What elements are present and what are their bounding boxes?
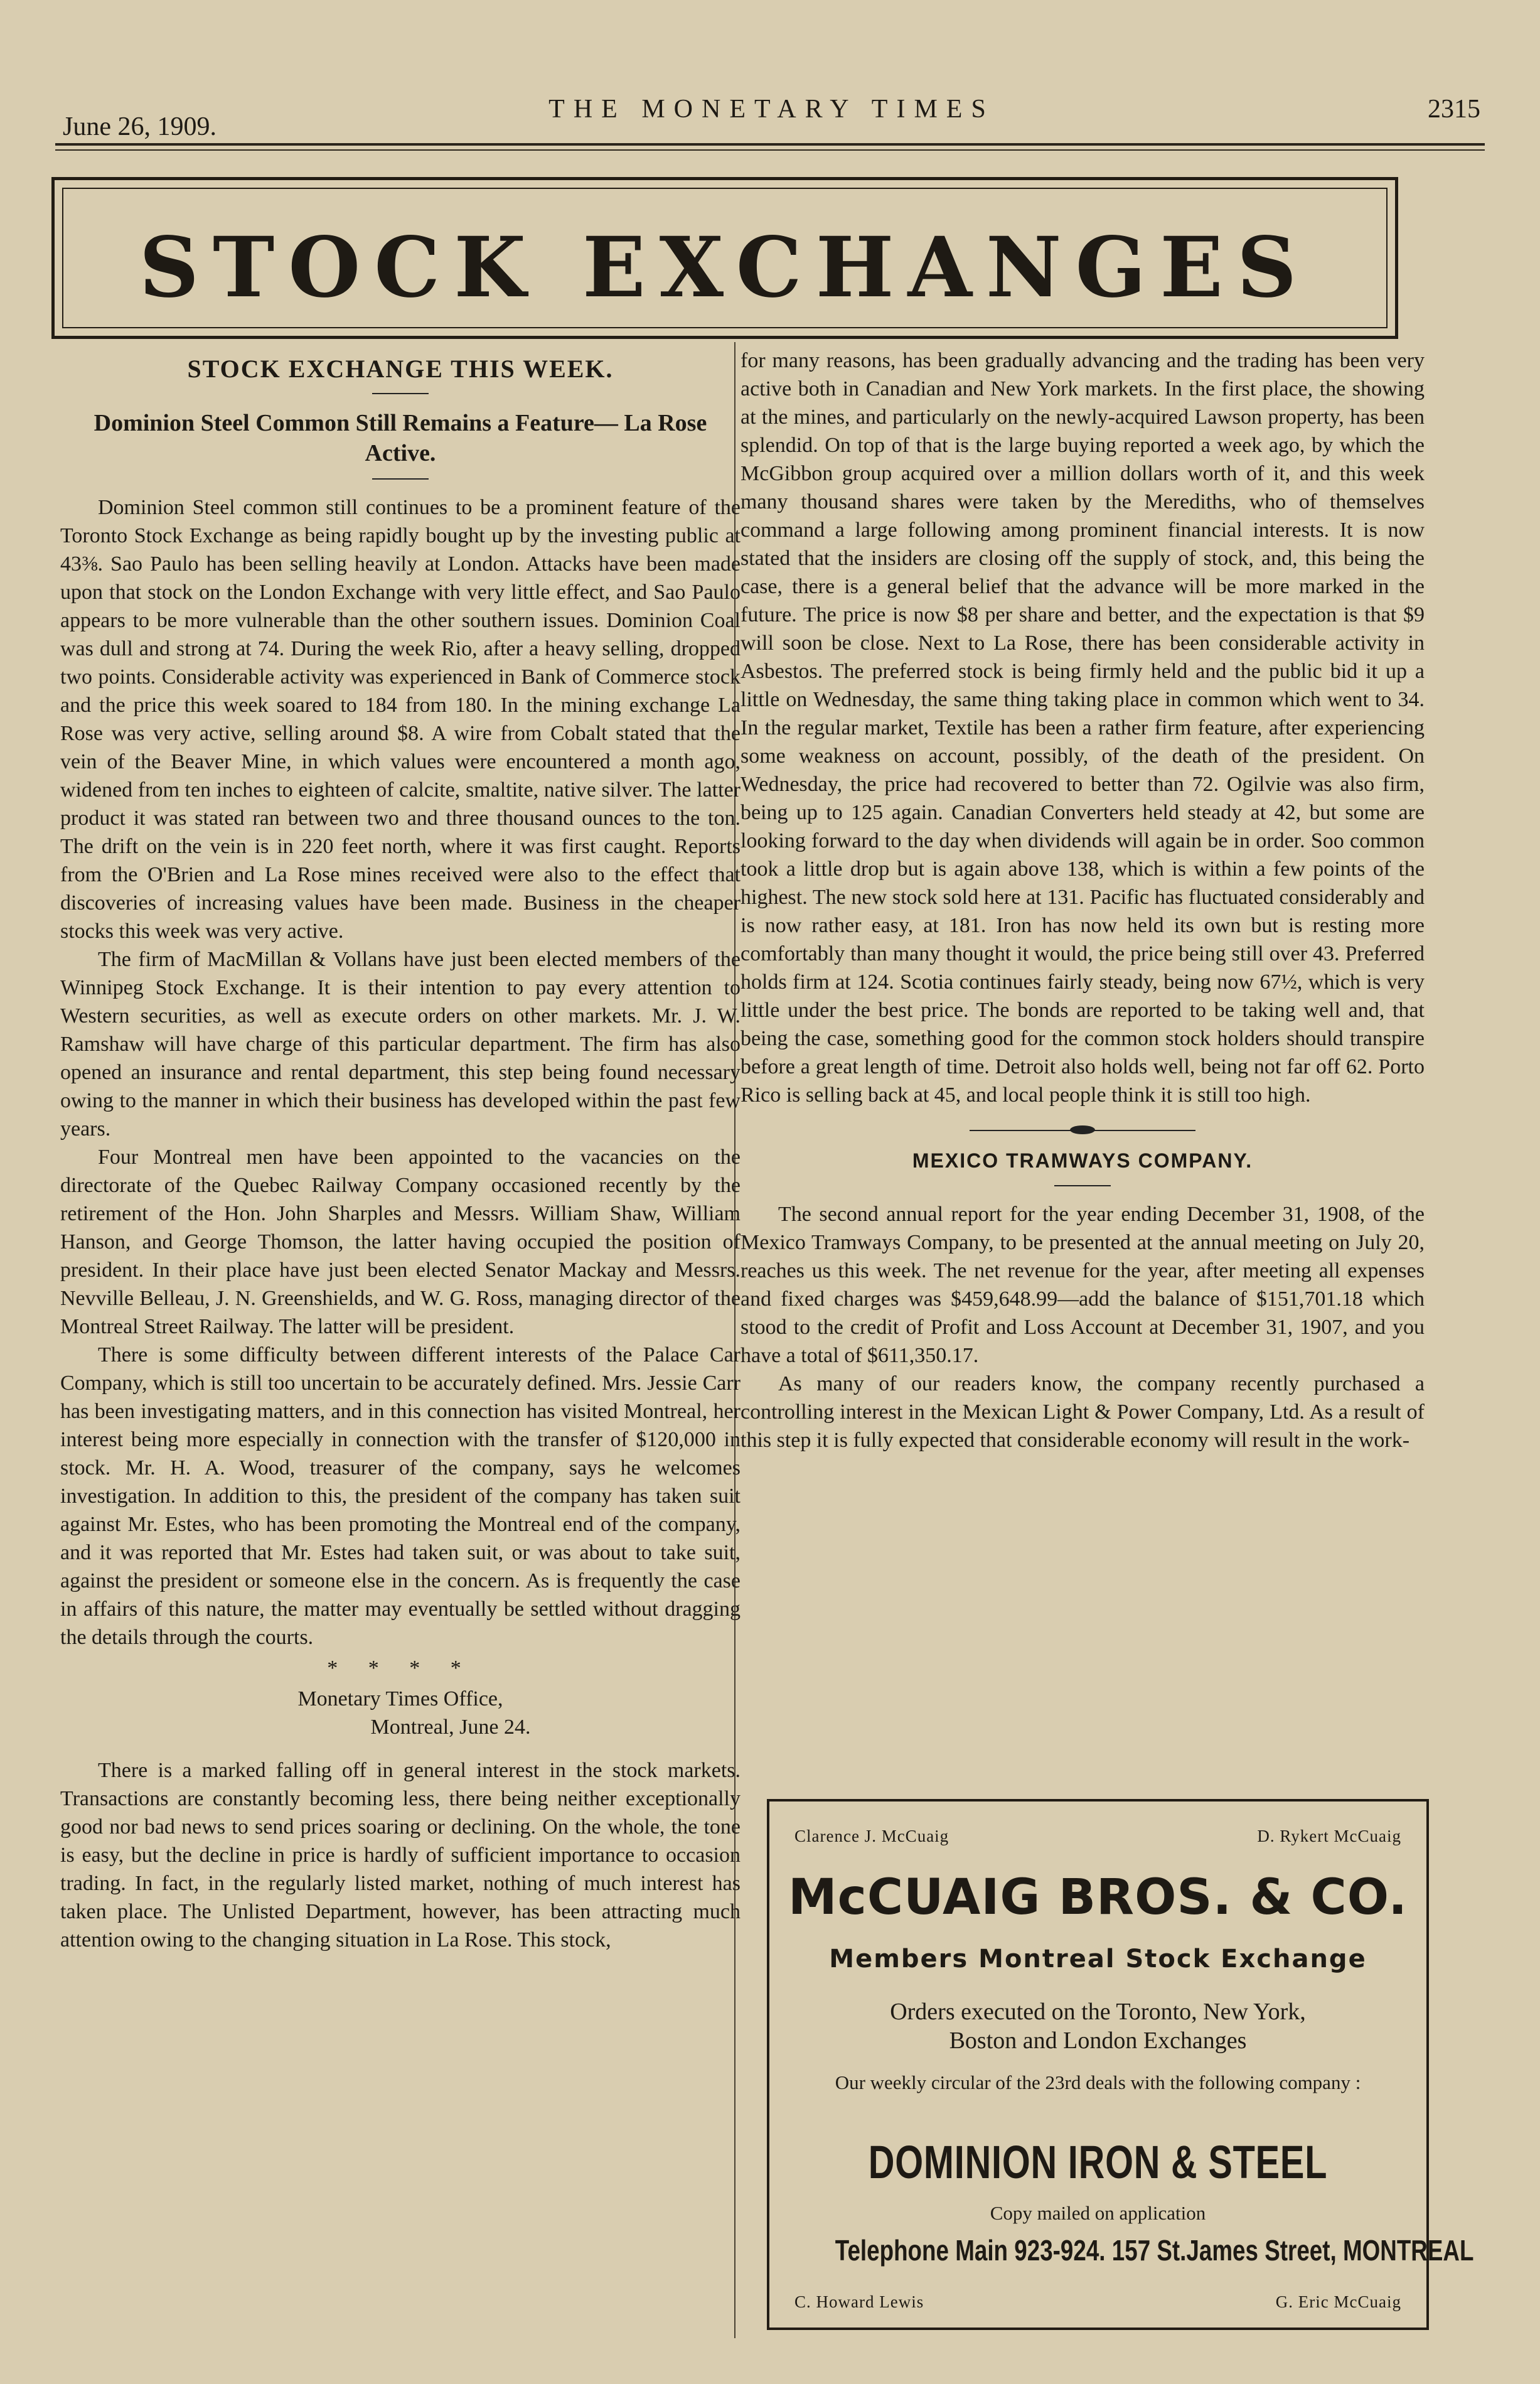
- section-title: STOCK EXCHANGES: [139, 219, 1311, 316]
- column-left: [60, 348, 741, 1954]
- ad-company-name: McCUAIG BROS. & CO.: [788, 1869, 1408, 1926]
- paragraph: As many of our readers know, the company recently purchased a controlling interest in the Mexican Light & Power Company, Ltd. As a result of this step it is fully expected that considerable economy will result in the work-: [741, 1372, 1425, 1452]
- ad-orders-text: Orders executed on the Toronto, New York, Boston and London Exchanges: [890, 1999, 1306, 2054]
- ad-partner-name: Clarence J. McCuaig: [794, 1827, 949, 1845]
- ad-partner-name: G. Eric McCuaig: [1275, 2292, 1401, 2311]
- dateline: Montreal, June 24.: [370, 1716, 531, 1739]
- paragraph: for many reasons, has been gradually advancing and the trading has been very active both in Canadian and New York markets. In the first place, the showing at the mines, and particularly on the newly-acquired Lawson property, has been splendid. On top of that is the large buying reported a week ago, by which the McGibbon group acquired over a million dollars worth of it, and this week many thousand shares were taken by the Merediths, who of themselves command a large following among prominent financial interests. It is now stated that the insiders are closing off the supply of stock, and, this being the case, there is a general belief that the advance will be more marked in the future. The price is now $8 per share and better, and the expectation is that $9 will soon be close. Next to La Rose, there has been considerable activity in Asbestos. The preferred stock is being firmly held and the public bid it up a little on Wednesday, the same thing taking place in common which went to 34. In the regular market, Textile has been a rather firm feature, after experiencing some weakness on account, possibly, of the death of the president. On Wednesday, the price had recovered to better than 72. Ogilvie was also firm, being up to 125 again. Canadian Converters held steady at 42, but some are looking forward to the day when dividends will again be in order. Soo common took a little drop but is again above 138, which is within a few points of the highest. The new stock sold here at 131. Pacific has fluctuated considerably and is now rather easy, at 181. Iron has now held its own but is resting more comfortably than many thought it would, the price being still over 43. Preferred holds firm at 124. Scotia continues fairly steady, being now 67½, which is very little under the best price. The bonds are reported to be taking well and, that being the case, something good for the common stock holders should transpire before a great length of time. Detroit also holds well, being not far off 62. Porto Rico is selling back at 45, and local people think it is still too high.: [741, 349, 1425, 1107]
- ad-partner-name: D. Rykert McCuaig: [1257, 1827, 1401, 1845]
- ornament-divider: [970, 1128, 1195, 1133]
- running-header: [63, 94, 1480, 144]
- article-title: STOCK EXCHANGE THIS WEEK.: [187, 355, 614, 383]
- advertisement-box: [767, 1799, 1474, 2330]
- section-break-stars: * * * *: [327, 1656, 474, 1680]
- short-rule: [372, 478, 429, 480]
- page-number: 2315: [1428, 95, 1480, 124]
- article-title: MEXICO TRAMWAYS COMPANY.: [912, 1149, 1253, 1172]
- paragraph: The firm of MacMillan & Vollans have just been elected members of the Winnipeg Stock Exchange. It is their intention to pay every attention to Western securities, as well as execute orders on other markets. Mr. J. W. Ramshaw will have charge of this particular department. The firm has also opened an insurance and rental department, this step being found necessary owing to the manner in which their business has developed within the past few years.: [60, 948, 741, 1141]
- paragraph: There is a marked falling off in general interest in the stock markets. Transactions are constantly becoming less, there being neither exceptionally good nor bad news to send prices soaring or declining. On the whole, the tone is easy, but the decline in price is hardly of sufficient importance to occasion trading. In fact, in the regularly listed market, nothing of much interest has taken place. The Unlisted Department, however, has been attracting much attention owing to the changing situation in La Rose. This stock,: [60, 1759, 741, 1952]
- ad-copy-note: Copy mailed on application: [990, 2202, 1206, 2224]
- short-rule: [372, 393, 429, 394]
- short-rule: [1054, 1185, 1111, 1186]
- paragraph: Four Montreal men have been appointed to the vacancies on the directorate of the Quebec Railway Company occasioned recently by the retirement of the Hon. John Sharples and Messrs. William Shaw, William Hanson, and George Thomson, the latter having occupied the position of president. In their place have just been elected Senator Mackay and Messrs. Nevville Belleau, J. N. Greenshields, and W. G. Ross, managing director of the Montreal Street Railway. The latter will be president.: [60, 1146, 741, 1338]
- ad-contact-line: Telephone Main 923-924. 157 St.James Street, MONTREAL: [835, 2234, 1474, 2267]
- issue-date: June 26, 1909.: [63, 112, 217, 141]
- header-rule-thin: [55, 149, 1485, 151]
- masthead: THE MONETARY TIMES: [548, 95, 995, 124]
- ad-membership: Members Montreal Stock Exchange: [829, 1945, 1367, 1973]
- paragraph: The second annual report for the year ending December 31, 1908, of the Mexico Tramways Company, to be presented at the annual meeting on July 20, reaches us this week. The net revenue for the year, after meeting all expenses and fixed charges was $459,648.99—add the balance of $151,701.18 which stood to the credit of Profit and Loss Account at December 31, 1907, and you have a total of $611,350.17.: [741, 1203, 1425, 1367]
- paragraph: There is some difficulty between different interests of the Palace Car Company, which is still too uncertain to be accurately defined. Mrs. Jessie Carr has been investigating matters, and in this connection has visited Montreal, her interest being more especially in connection with the transfer of $120,000 in stock. Mr. H. A. Wood, treasurer of the company, says he welcomes investigation. In addition to this, the president of the company has taken suit against Mr. Estes, who has been promoting the Montreal end of the company, and it was reported that Mr. Estes had taken suit, or was about to take suit, against the president or someone else in the concern. As is frequently the case in affairs of this nature, the matter may eventually be settled without dragging the details through the courts.: [60, 1343, 741, 1649]
- ad-partner-name: C. Howard Lewis: [794, 2292, 924, 2311]
- paragraph: Dominion Steel common still continues to be a prominent feature of the Toronto Stock Exchange as being rapidly bought up by the investing public at 43⅜. Sao Paulo has been selling heavily at London. Attacks have been made upon that stock on the London Exchange with very little effect, and Sao Paulo appears to be more vulnerable than the other southern issues. Dominion Coal was dull and strong at 74. During the week Rio, after a heavy selling, dropped two points. Considerable activity was experienced in Bank of Commerce stock and the price this week soared to 184 from 180. In the mining exchange La Rose was very active, selling around $8. A wire from Cobalt stated that the vein of the Beaver Mine, in which values were encountered a month ago, widened from ten inches to eighteen of calcite, smaltite, native silver. The latter product it was stated ran between two and three thousand ounces to the ton. The drift on the vein is in 220 feet north, where it was first caught. Reports from the O'Brien and La Rose mines received were also to the effect that discoveries of increasing values have been made. Business in the cheaper stocks this week was very active.: [60, 496, 741, 943]
- section-banner: [51, 177, 1398, 339]
- ad-featured-company: DOMINION IRON & STEEL: [868, 2136, 1328, 2188]
- ad-circular-text: Our weekly circular of the 23rd deals with the following company :: [835, 2071, 1361, 2093]
- column-right: [741, 346, 1425, 1454]
- article-subtitle: Dominion Steel Common Still Remains a Feature— La Rose Active.: [94, 410, 707, 466]
- dateline: Monetary Times Office,: [297, 1687, 503, 1710]
- header-rule: [55, 143, 1485, 146]
